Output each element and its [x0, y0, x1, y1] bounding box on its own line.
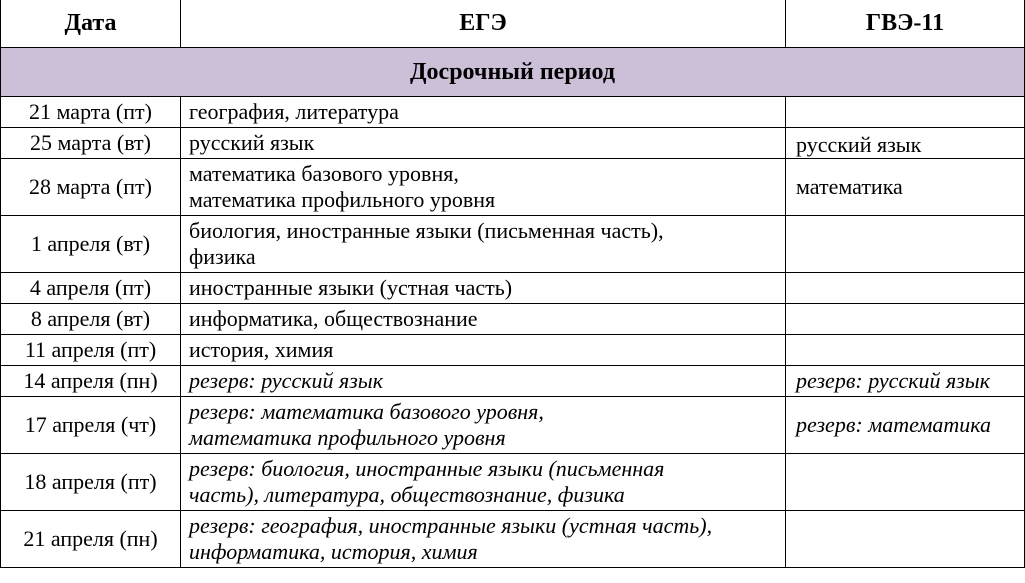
ege-cell: резерв: математика базового уровня, математика профильного уровня [181, 397, 786, 454]
table-row [1, 273, 1025, 304]
table-row [1, 97, 1025, 128]
gve-cell: резерв: математика [786, 397, 1025, 454]
ege-cell: иностранные языки (устная часть) [181, 273, 786, 304]
date-cell: 8 апреля (вт) [1, 304, 181, 335]
ege-cell: математика базового уровня, математика профильного уровня [181, 159, 786, 216]
section-row [1, 48, 1025, 97]
date-cell: 1 апреля (вт) [1, 216, 181, 273]
gve-cell [786, 273, 1025, 304]
gve-cell: русский язык [786, 128, 1025, 159]
ege-cell: биология, иностранные языки (письменная часть), физика [181, 216, 786, 273]
table-row [1, 216, 1025, 273]
ege-cell: резерв: география, иностранные языки (устная часть), информатика, история, химия [181, 511, 786, 568]
ege-cell: история, химия [181, 335, 786, 366]
gve-cell: резерв: русский язык [786, 366, 1025, 397]
table-row [1, 366, 1025, 397]
table-row [1, 159, 1025, 216]
date-cell: 11 апреля (пт) [1, 335, 181, 366]
date-cell: 4 апреля (пт) [1, 273, 181, 304]
ege-cell: география, литература [181, 97, 786, 128]
gve-cell: математика [786, 159, 1025, 216]
date-cell: 21 апреля (пн) [1, 511, 181, 568]
ege-cell: резерв: биология, иностранные языки (письменная часть), литература, обществознание, физика [181, 454, 786, 511]
gve-cell [786, 454, 1025, 511]
table-row [1, 454, 1025, 511]
column-header-date: Дата [1, 0, 181, 48]
gve-cell [786, 511, 1025, 568]
date-cell: 14 апреля (пн) [1, 366, 181, 397]
gve-cell [786, 216, 1025, 273]
table-row [1, 304, 1025, 335]
date-cell: 28 марта (пт) [1, 159, 181, 216]
header-row [1, 0, 1025, 48]
column-header-ege: ЕГЭ [181, 0, 786, 48]
ege-cell: резерв: русский язык [181, 366, 786, 397]
table-row [1, 511, 1025, 568]
table-row [1, 397, 1025, 454]
gve-cell [786, 304, 1025, 335]
date-cell: 21 марта (пт) [1, 97, 181, 128]
ege-cell: русский язык [181, 128, 786, 159]
table-row [1, 128, 1025, 159]
column-header-gve: ГВЭ-11 [786, 0, 1025, 48]
date-cell: 17 апреля (чт) [1, 397, 181, 454]
ege-cell: информатика, обществознание [181, 304, 786, 335]
gve-cell [786, 335, 1025, 366]
table-row [1, 335, 1025, 366]
date-cell: 18 апреля (пт) [1, 454, 181, 511]
date-cell: 25 марта (вт) [1, 128, 181, 159]
gve-cell [786, 97, 1025, 128]
section-title: Досрочный период [1, 48, 1025, 97]
